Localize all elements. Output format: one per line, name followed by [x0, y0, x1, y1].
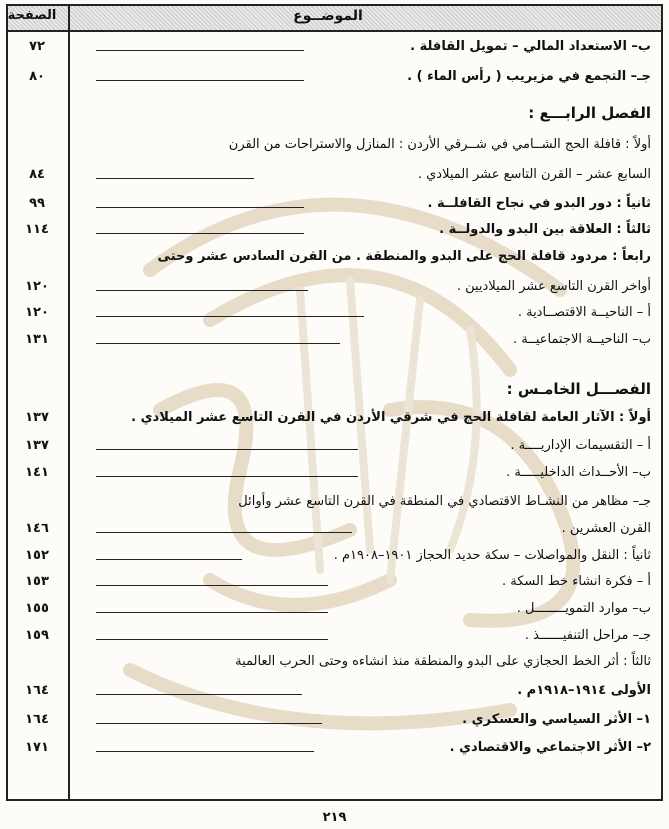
leader-line — [96, 476, 358, 477]
toc-entry — [8, 219, 661, 241]
leader-line — [96, 723, 322, 724]
leader-line — [96, 316, 364, 317]
header-topic-label: الموضــوع — [293, 8, 363, 24]
toc-entry — [8, 276, 661, 298]
entry-page: ١٧١ — [25, 740, 49, 755]
chapter-heading: الفصل الرابـــع : — [528, 104, 651, 122]
entry-text: ١– الأثر السياسي والعسكري . — [462, 712, 651, 727]
entry-text: ثالثاً : العلاقة بين البدو والدولــة . — [439, 222, 651, 237]
toc-entry — [8, 302, 661, 324]
entry-text: جـ– مظاهر من النشـاط الاقتصادي في المنطقة في القرن التاسع عشر وأوائل — [238, 494, 651, 509]
entry-page: ١٣١ — [25, 332, 49, 347]
entry-page: ١٦٤ — [25, 683, 49, 698]
leader-line — [96, 694, 302, 695]
leader-line — [96, 207, 304, 208]
entry-text: السابع عشر – القرن التاسع عشر الميلادي . — [417, 167, 651, 182]
toc-entry — [8, 407, 661, 429]
entry-text: أ – فكرة انشاء خط السكة . — [501, 574, 651, 589]
entry-page: ١٣٧ — [25, 410, 49, 425]
entry-page: ١٤١ — [25, 465, 49, 480]
entry-text: أ – الناحيــة الاقتصــادية . — [517, 305, 651, 320]
leader-line — [96, 532, 352, 533]
entry-text: ثانياً : دور البدو في نجاح القافلــة . — [427, 196, 651, 211]
entry-page: ١١٤ — [25, 222, 49, 237]
entry-text: أولاً : قافلة الحج الشــامي في شــرقي الأردن : المنازل والاستراحات من القرن — [228, 137, 651, 152]
toc-entry — [8, 625, 661, 647]
toc-entry — [8, 680, 661, 702]
leader-line — [96, 559, 242, 560]
toc-entry — [8, 518, 661, 540]
entry-text: الأولى ١٩١٤–١٩١٨م . — [517, 683, 651, 698]
leader-line — [96, 449, 358, 450]
toc-entry — [8, 737, 661, 759]
toc-entry — [8, 545, 661, 567]
toc-entry — [8, 329, 661, 351]
leader-line — [96, 178, 254, 179]
entry-text: ب– الأحــداث الداخليـــــة . — [506, 465, 651, 480]
entry-text: أولاً : الآثار العامة لقافلة الحج في شرقي الأردن في القرن التاسع عشر الميلادي . — [131, 410, 651, 425]
entry-text: ثانياً : النقل والمواصلات – سكة حديد الحجاز ١٩٠١–١٩٠٨م . — [333, 548, 651, 563]
toc-entry — [8, 709, 661, 731]
entry-page: ١٥٩ — [25, 628, 49, 643]
entry-page: ١٦٤ — [25, 712, 49, 727]
entry-text: أواخر القرن التاسع عشر الميلاديين . — [456, 279, 651, 294]
toc-entry — [8, 164, 661, 186]
table-header — [8, 6, 661, 32]
entry-text: ب– الناحيــة الاجتماعيــة . — [513, 332, 651, 347]
leader-line — [96, 639, 328, 640]
leader-line — [96, 343, 340, 344]
entry-page: ٨٠ — [29, 69, 45, 84]
entry-text: ب– موارد التمويــــــــل . — [516, 601, 651, 616]
toc-entry — [8, 571, 661, 593]
toc-entry — [8, 36, 661, 58]
entry-text: جـ– التجمع في مزيريب ( رأس الماء ) . — [407, 69, 651, 84]
entry-page: ١٢٠ — [25, 305, 49, 320]
entry-text: القرن العشرين . — [561, 521, 651, 536]
toc-entry — [8, 66, 661, 88]
entry-text: ثالثاً : أثر الخط الحجازي على البدو والمنطقة منذ انشاءه وحتى الحرب العالمية — [235, 654, 651, 669]
leader-line — [96, 80, 304, 81]
entry-page: ١٥٣ — [25, 574, 49, 589]
leader-line — [96, 751, 314, 752]
entry-page: ٧٢ — [29, 39, 45, 54]
entry-text: ٢– الأثر الاجتماعي والاقتصادي . — [449, 740, 651, 755]
toc-entry — [8, 246, 661, 268]
entry-page: ١٣٧ — [25, 438, 49, 453]
entry-page: ١٢٠ — [25, 279, 49, 294]
entry-page: ١٥٢ — [25, 548, 49, 563]
leader-line — [96, 585, 328, 586]
chapter-heading: الفصـــل الخامـس : — [506, 380, 651, 398]
toc-entry — [8, 435, 661, 457]
entry-page: ١٤٦ — [25, 521, 49, 536]
leader-line — [96, 612, 328, 613]
entry-text: جـ– مراحل التنفيــــــذ . — [524, 628, 651, 643]
page-number: ٢١٩ — [322, 810, 347, 825]
toc-entry — [8, 651, 661, 673]
leader-line — [96, 233, 304, 234]
leader-line — [96, 290, 308, 291]
toc-entry — [8, 134, 661, 156]
toc-entry — [8, 193, 661, 215]
entry-text: ب– الاستعداد المالي – تمويل القافلة . — [410, 39, 651, 54]
toc-entry — [8, 491, 661, 513]
entry-text: أ – التقسيمات الإداريــــة . — [510, 438, 651, 453]
entry-page: ٩٩ — [29, 196, 45, 211]
entry-text: رابعاً : مردود قافلة الحج على البدو والمنطقة . من القرن السادس عشر وحتى — [157, 249, 651, 264]
header-page-label: الصفحة — [7, 8, 57, 23]
leader-line — [96, 50, 304, 51]
entry-page: ١٥٥ — [25, 601, 49, 616]
entry-page: ٨٤ — [29, 167, 45, 182]
toc-entry — [8, 598, 661, 620]
toc-table — [6, 4, 663, 801]
toc-entry — [8, 462, 661, 484]
